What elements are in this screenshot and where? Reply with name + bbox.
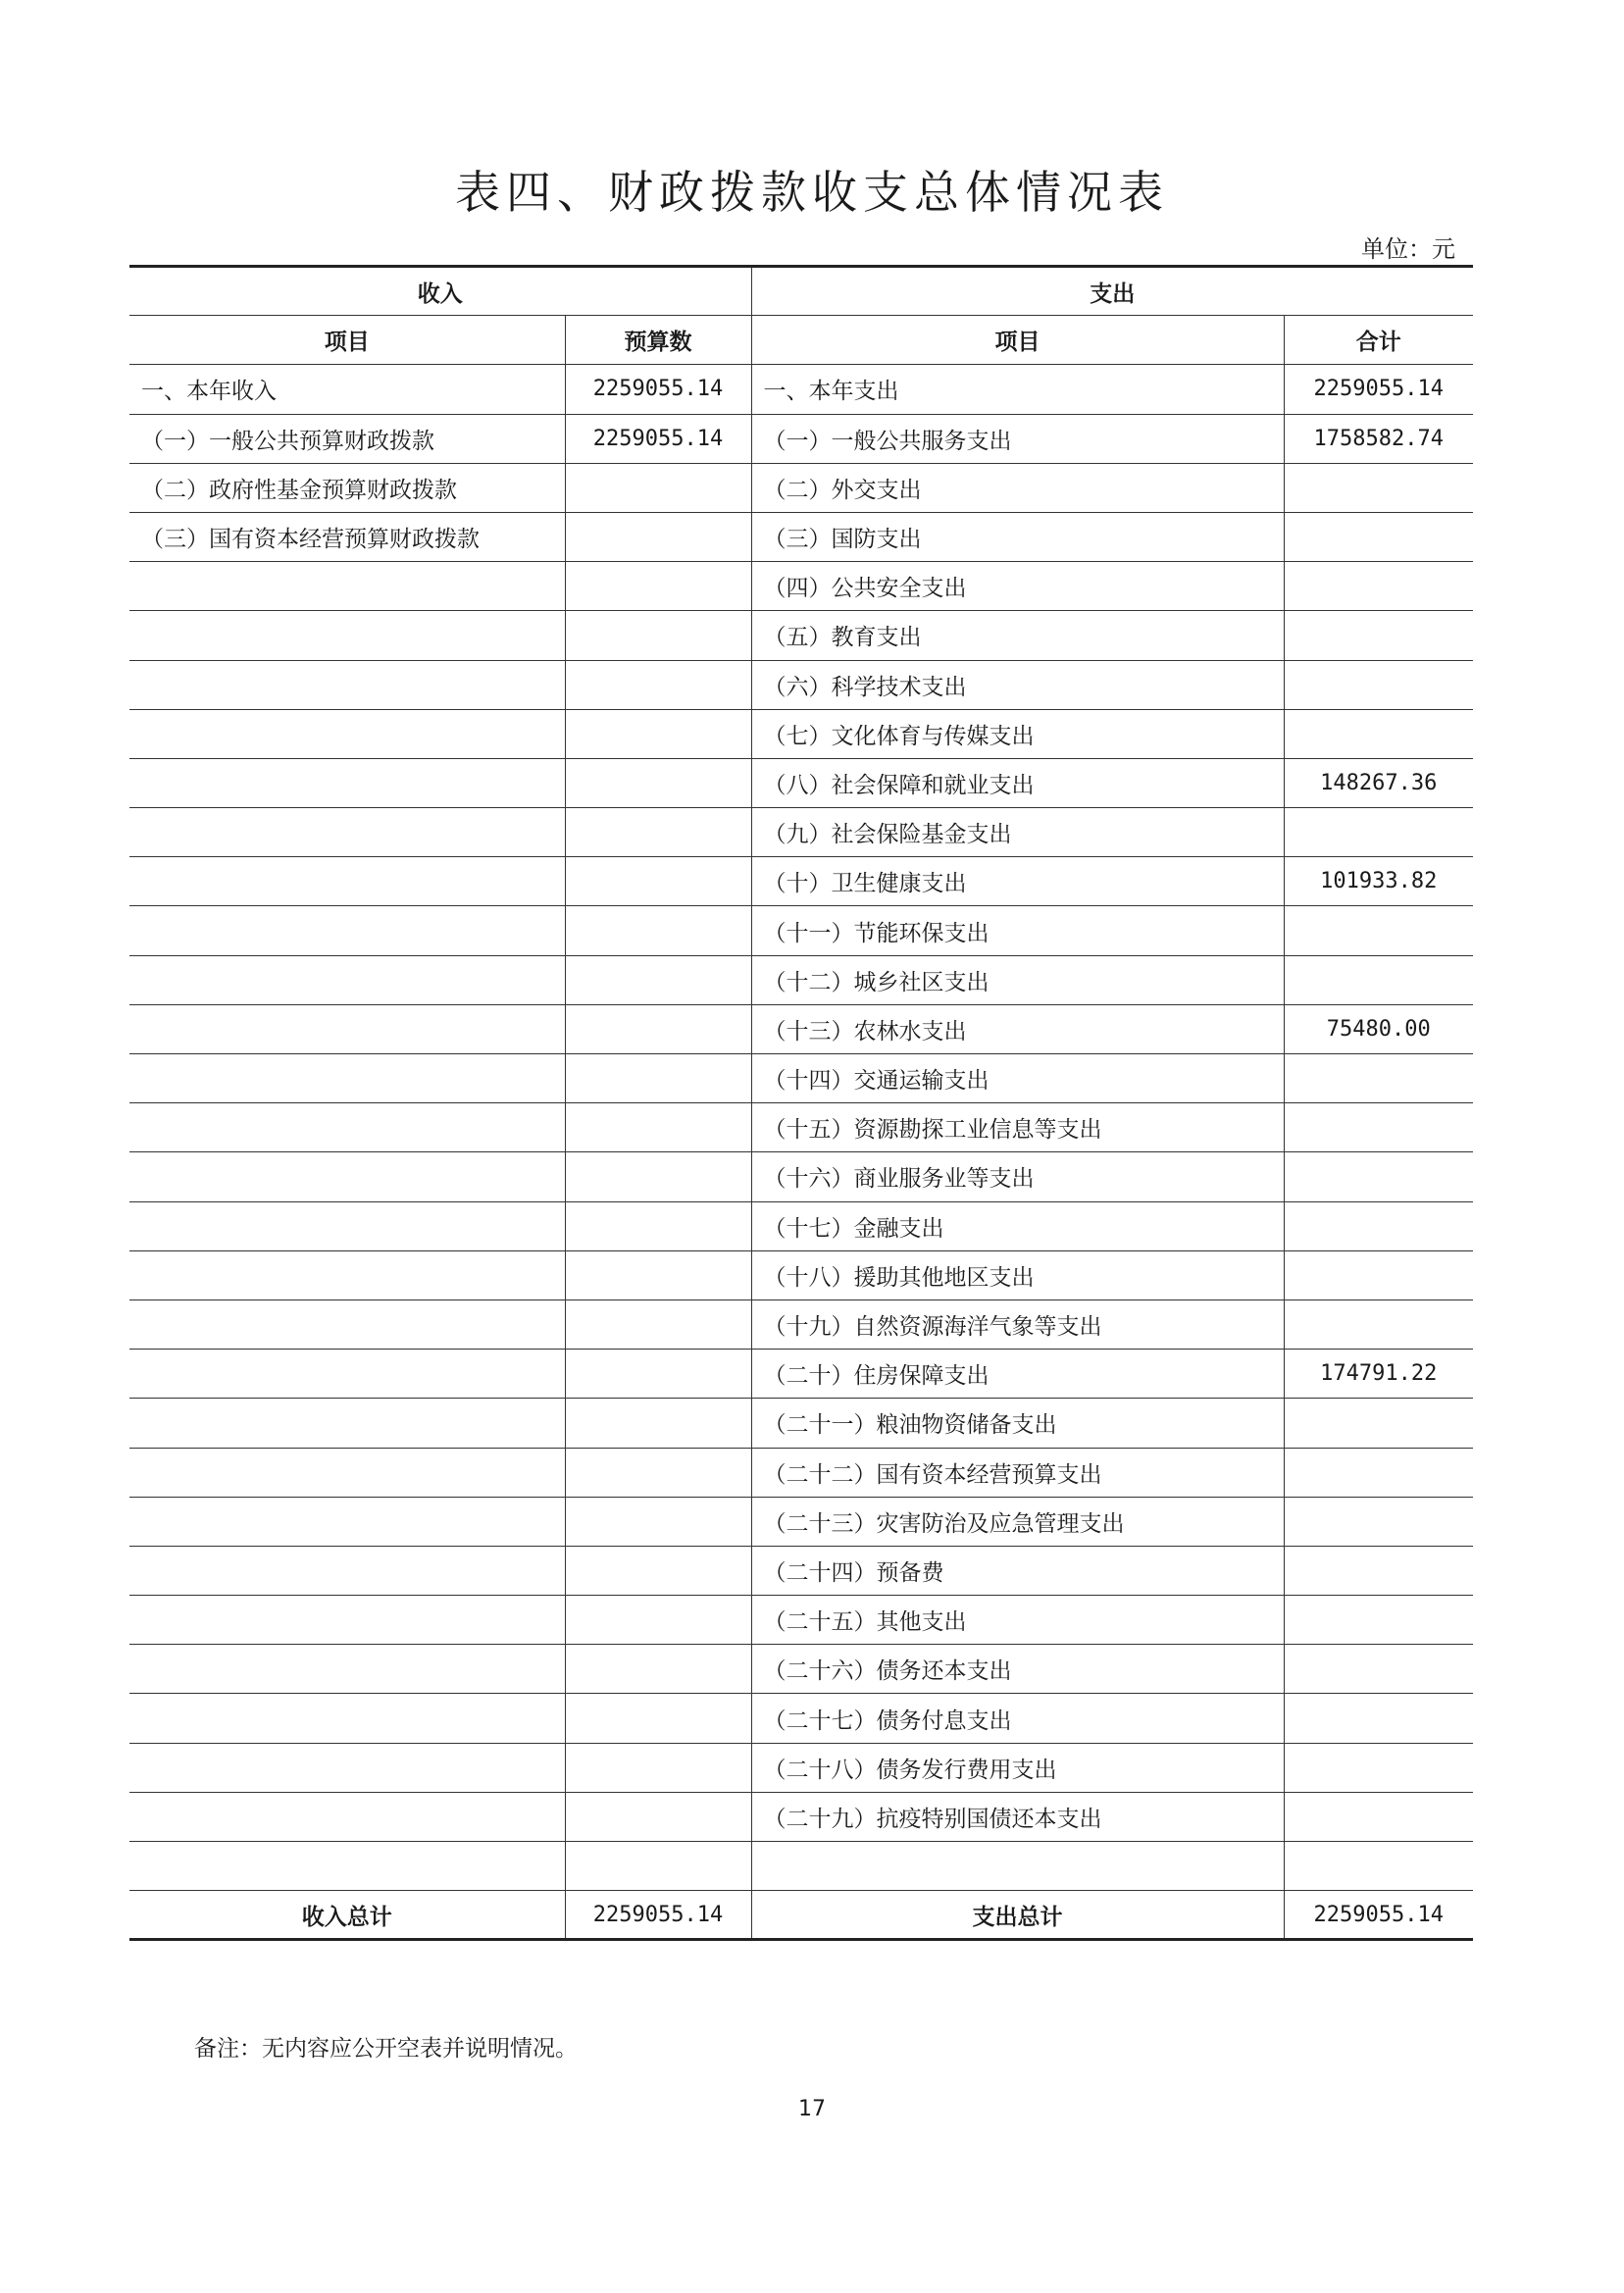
table-row: [129, 1103, 1473, 1152]
expense-amount-cell: 75480.00: [1284, 1004, 1473, 1053]
income-amount-cell: [565, 1004, 751, 1053]
table-row: [129, 1743, 1473, 1792]
income-item-cell: [129, 1546, 565, 1595]
expense-item-cell: （二十七）债务付息支出: [751, 1694, 1284, 1743]
income-item-cell: [129, 709, 565, 758]
income-amount-cell: [565, 1645, 751, 1694]
expense-amount-cell: [1284, 1399, 1473, 1448]
expense-amount-cell: [1284, 512, 1473, 561]
expense-amount-cell: [1284, 1448, 1473, 1497]
income-item-cell: [129, 1152, 565, 1201]
income-item-cell: [129, 1645, 565, 1694]
income-amount-cell: [565, 857, 751, 906]
income-amount-cell: [565, 1399, 751, 1448]
expense-amount-cell: 148267.36: [1284, 758, 1473, 807]
income-item-cell: [129, 1299, 565, 1349]
income-item-cell: [129, 1103, 565, 1152]
expense-amount-cell: [1284, 611, 1473, 660]
table-row: [129, 1299, 1473, 1349]
expense-amount-cell: [1284, 1103, 1473, 1152]
income-amount-cell: [565, 808, 751, 857]
expense-item-cell: （四）公共安全支出: [751, 562, 1284, 611]
income-amount-cell: [565, 660, 751, 709]
expense-amount-cell: [1284, 1792, 1473, 1841]
income-amount-cell: [565, 562, 751, 611]
income-item-cell: （三）国有资本经营预算财政拨款: [129, 512, 565, 561]
expense-amount-cell: [1284, 1299, 1473, 1349]
expense-item-cell: （三）国防支出: [751, 512, 1284, 561]
income-amount-cell: [565, 758, 751, 807]
expense-item-cell: （十五）资源勘探工业信息等支出: [751, 1103, 1284, 1152]
income-total-label: 收入总计: [129, 1891, 565, 1940]
expense-amount-cell: [1284, 1546, 1473, 1595]
income-item-cell: [129, 611, 565, 660]
expense-amount-cell: 101933.82: [1284, 857, 1473, 906]
expense-item-cell: （二十九）抗疫特别国债还本支出: [751, 1792, 1284, 1841]
expense-amount-cell: [1284, 463, 1473, 512]
income-item-cell: [129, 1448, 565, 1497]
income-item-cell: [129, 1399, 565, 1448]
table-row: [129, 365, 1473, 414]
table-body: [129, 365, 1473, 1891]
expense-amount-cell: [1284, 1694, 1473, 1743]
table-row: [129, 414, 1473, 463]
income-amount-cell: [565, 1152, 751, 1201]
income-amount-cell: [565, 1103, 751, 1152]
expense-item-cell: （十九）自然资源海洋气象等支出: [751, 1299, 1284, 1349]
table-row: [129, 660, 1473, 709]
expense-amount-cell: [1284, 709, 1473, 758]
expense-amount-cell: [1284, 1596, 1473, 1645]
table-row: [129, 1596, 1473, 1645]
expense-item-cell: （十）卫生健康支出: [751, 857, 1284, 906]
expense-item-cell: （十一）节能环保支出: [751, 906, 1284, 955]
expense-amount-cell: [1284, 562, 1473, 611]
expense-amount-cell: [1284, 1842, 1473, 1891]
income-amount-cell: [565, 709, 751, 758]
expense-item-cell: （二十五）其他支出: [751, 1596, 1284, 1645]
expense-item-cell: （十八）援助其他地区支出: [751, 1250, 1284, 1299]
page-title: 表四、财政拨款收支总体情况表: [455, 166, 1169, 219]
expense-item-cell: （九）社会保险基金支出: [751, 808, 1284, 857]
table-row: [129, 1448, 1473, 1497]
income-item-cell: [129, 1743, 565, 1792]
table-row: [129, 808, 1473, 857]
income-amount-cell: [565, 463, 751, 512]
expense-item-cell: （二十四）预备费: [751, 1546, 1284, 1595]
income-item-cell: [129, 1694, 565, 1743]
expense-item-cell: （八）社会保障和就业支出: [751, 758, 1284, 807]
income-item-cell: [129, 758, 565, 807]
income-amount-cell: [565, 1054, 751, 1103]
income-amount-cell: [565, 1299, 751, 1349]
income-item-cell: [129, 1497, 565, 1546]
expense-item-cell: （二）外交支出: [751, 463, 1284, 512]
table-row: [129, 1645, 1473, 1694]
table-row: [129, 758, 1473, 807]
table-row: [129, 1399, 1473, 1448]
income-amount-cell: [565, 1250, 751, 1299]
expense-amount-cell: [1284, 1645, 1473, 1694]
income-item-cell: [129, 955, 565, 1004]
expense-item-cell: （十三）农林水支出: [751, 1004, 1284, 1053]
expense-item-cell: （二十八）债务发行费用支出: [751, 1743, 1284, 1792]
income-amount-cell: [565, 1448, 751, 1497]
unit-label: 单位：元: [1361, 235, 1455, 263]
income-section-header: 收入: [129, 267, 751, 316]
expense-item-cell: [751, 1842, 1284, 1891]
table-row: [129, 611, 1473, 660]
table-row: [129, 1497, 1473, 1546]
income-item-cell: （一）一般公共预算财政拨款: [129, 414, 565, 463]
expense-item-cell: 一、本年支出: [751, 365, 1284, 414]
income-amount-cell: [565, 906, 751, 955]
expense-item-cell: （二十六）债务还本支出: [751, 1645, 1284, 1694]
income-item-header: 项目: [129, 316, 565, 365]
income-amount-cell: [565, 1743, 751, 1792]
table-row: [129, 857, 1473, 906]
expense-item-cell: （十六）商业服务业等支出: [751, 1152, 1284, 1201]
expense-total-amount: 2259055.14: [1284, 1891, 1473, 1940]
table-row: [129, 1792, 1473, 1841]
income-item-cell: [129, 906, 565, 955]
expense-total-label: 支出总计: [751, 1891, 1284, 1940]
budget-table: [129, 265, 1473, 1941]
expense-amount-cell: [1284, 1497, 1473, 1546]
totals-row: [129, 1891, 1473, 1940]
table-row: [129, 1546, 1473, 1595]
table-row: [129, 562, 1473, 611]
expense-item-cell: （二十二）国有资本经营预算支出: [751, 1448, 1284, 1497]
table-row: [129, 1004, 1473, 1053]
expense-item-cell: （五）教育支出: [751, 611, 1284, 660]
income-item-cell: 一、本年收入: [129, 365, 565, 414]
income-amount-cell: [565, 512, 751, 561]
income-item-cell: [129, 1201, 565, 1250]
expense-item-header: 项目: [751, 316, 1284, 365]
expense-amount-cell: [1284, 1152, 1473, 1201]
table-row: [129, 512, 1473, 561]
expense-amount-cell: 1758582.74: [1284, 414, 1473, 463]
table-row: [129, 1250, 1473, 1299]
expense-item-cell: （二十）住房保障支出: [751, 1350, 1284, 1399]
expense-item-cell: （十七）金融支出: [751, 1201, 1284, 1250]
income-item-cell: [129, 808, 565, 857]
income-item-cell: [129, 660, 565, 709]
expense-amount-cell: [1284, 1743, 1473, 1792]
expense-amount-cell: [1284, 1201, 1473, 1250]
income-item-cell: [129, 1004, 565, 1053]
expense-amount-cell: 2259055.14: [1284, 365, 1473, 414]
expense-item-cell: （二十一）粮油物资储备支出: [751, 1399, 1284, 1448]
income-amount-cell: [565, 955, 751, 1004]
expense-amount-cell: [1284, 660, 1473, 709]
income-amount-cell: [565, 1350, 751, 1399]
income-item-cell: （二）政府性基金预算财政拨款: [129, 463, 565, 512]
income-item-cell: [129, 1792, 565, 1841]
table-row: [129, 1152, 1473, 1201]
income-amount-cell: [565, 1694, 751, 1743]
income-amount-cell: [565, 1497, 751, 1546]
income-amount-cell: [565, 1546, 751, 1595]
income-item-cell: [129, 1350, 565, 1399]
footnote: 备注：无内容应公开空表并说明情况。: [194, 2036, 578, 2062]
expense-item-cell: （十二）城乡社区支出: [751, 955, 1284, 1004]
expense-amount-cell: [1284, 1054, 1473, 1103]
expense-item-cell: （一）一般公共服务支出: [751, 414, 1284, 463]
budget-header: 预算数: [565, 316, 751, 365]
table-row: [129, 1842, 1473, 1891]
income-total-amount: 2259055.14: [565, 1891, 751, 1940]
expense-item-cell: （十四）交通运输支出: [751, 1054, 1284, 1103]
table-row: [129, 906, 1473, 955]
table-row: [129, 709, 1473, 758]
expense-amount-cell: [1284, 808, 1473, 857]
income-item-cell: [129, 1250, 565, 1299]
table-row: [129, 1201, 1473, 1250]
expense-section-header: 支出: [751, 267, 1473, 316]
total-header: 合计: [1284, 316, 1473, 365]
income-amount-cell: [565, 1792, 751, 1841]
expense-item-cell: （二十三）灾害防治及应急管理支出: [751, 1497, 1284, 1546]
income-item-cell: [129, 1596, 565, 1645]
table-row: [129, 955, 1473, 1004]
income-item-cell: [129, 562, 565, 611]
income-amount-cell: [565, 1842, 751, 1891]
income-item-cell: [129, 857, 565, 906]
table-row: [129, 1350, 1473, 1399]
expense-item-cell: （六）科学技术支出: [751, 660, 1284, 709]
expense-amount-cell: [1284, 906, 1473, 955]
income-item-cell: [129, 1842, 565, 1891]
income-amount-cell: [565, 1201, 751, 1250]
income-amount-cell: 2259055.14: [565, 365, 751, 414]
income-amount-cell: [565, 611, 751, 660]
expense-amount-cell: [1284, 1250, 1473, 1299]
income-item-cell: [129, 1054, 565, 1103]
page-number: 17: [798, 2097, 826, 2121]
table-row: [129, 1694, 1473, 1743]
table-row: [129, 463, 1473, 512]
expense-item-cell: （七）文化体育与传媒支出: [751, 709, 1284, 758]
table-row: [129, 1054, 1473, 1103]
income-amount-cell: 2259055.14: [565, 414, 751, 463]
income-amount-cell: [565, 1596, 751, 1645]
expense-amount-cell: 174791.22: [1284, 1350, 1473, 1399]
expense-amount-cell: [1284, 955, 1473, 1004]
